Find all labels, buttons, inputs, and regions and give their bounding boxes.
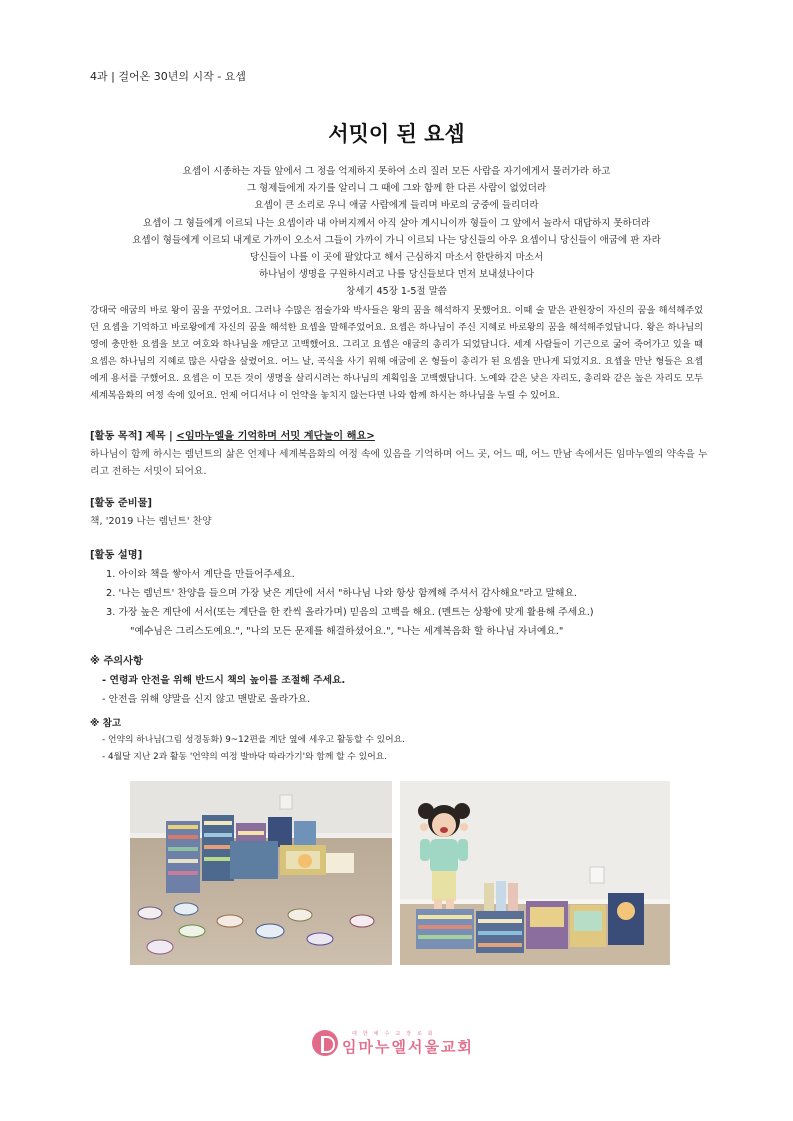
caution-heading: ※ 주의사항	[90, 656, 143, 667]
purpose-label: [활동 목적] 제목 |	[90, 431, 177, 442]
step-item: 1. 아이와 책을 쌓아서 계단을 만들어주세요.	[106, 569, 295, 580]
steps-list	[90, 565, 710, 641]
steps-heading: [활동 설명]	[90, 550, 143, 561]
book-stairs-photo	[130, 781, 392, 965]
scripture-block	[60, 163, 733, 301]
scripture-line: 하나님이 생명을 구원하시려고 나를 당신들보다 먼저 보내셨나이다	[258, 269, 535, 281]
caution-item: - 안전을 위해 양말을 신지 않고 맨발로 올라가요.	[102, 694, 311, 705]
story-paragraph: 강대국 애굽의 바로 왕이 꿈을 꾸었어요. 그러나 수많은 점술가와 박사들은 왕의 꿈을 해석하지 못했어요. 이때 술 맡은 관원장이 자신의 꿈을 해석해주었던 요셉을 기억하고 바로왕에게 자신의 꿈을 해석한 요셉을 말해주었어요. 요셉은 하나님이 주신 지혜로 바로왕의 꿈을 해석해주었답니다. 왕은 하나님의 영에 충만한 요셉을 보고 여호와 하나님을 깨닫고 고백했어요. 그리고 요셉은 애굽의 총리가 되었답니다. 세계 사람들이 기근으로 굶어 죽어가고 있을 때 요셉은 하나님의 지혜로 많은 사람을 살렸어요. 어느 날, 곡식을 사기 위해 애굽에 온 형들이 총리가 된 요셉을 만나게 되었지요. 요셉을 만난 형들은 요셉에게 용서를 구했어요. 요셉은 이 모든 것이 생명을 살리시려는 하나님의 계획임을 고백했답니다. 노예와 같은 낮은 자리도, 총리와 같은 높은 자리도 모두 세계복음화의 여정 속에 있어요. 언제 어디서나 이 언약을 놓치지 않는다면 나와 함께 하시는 하나님을 누릴 수 있어요.	[90, 305, 703, 401]
scripture-line: 요셉이 시종하는 자들 앞에서 그 정을 억제하지 못하여 소리 질러 모든 사람을 자기에게서 물러가라 하고	[182, 166, 611, 177]
logo-text	[342, 1031, 474, 1056]
church-logo	[312, 1030, 474, 1056]
caution-section	[90, 652, 710, 709]
purpose-title: <임마누엘을 기억하며 서밋 계단놀이 해요>	[176, 431, 375, 442]
scripture-line: 당신들이 나를 이 곳에 팔았다고 해서 근심하지 마소서 한탄하지 마소서	[249, 252, 544, 264]
note-section	[90, 715, 710, 766]
prep-heading: [활동 준비물]	[90, 498, 153, 509]
note-heading: ※ 참고	[90, 718, 122, 729]
footer	[0, 1030, 793, 1070]
note-item: - 4월달 지난 2과 활동 '언약의 여정 발바닥 따라가기'와 함께 할 수 있어요.	[102, 752, 387, 762]
scripture-line: 요셉이 그 형들에게 이르되 나는 요셉이라 내 아버지께서 아직 살아 계시니이까 형들이 그 앞에서 놀라서 대답하지 못하더라	[142, 217, 651, 229]
lesson-header: 4과 | 걸어온 30년의 시작 - 요셉	[90, 70, 246, 83]
prep-section	[90, 495, 710, 531]
purpose-text: 하나님이 함께 하시는 렘넌트의 삶은 언제나 세계복음화의 여정 속에 있음을 기억하며 어느 곳, 어느 때, 어느 만남 속에서든 임마누엘의 약속을 누리고 전하는 서밋이 되어요.	[90, 448, 708, 477]
child-on-book-stairs-photo	[400, 781, 670, 965]
step-sub-item: "예수님은 그리스도예요.", "나의 모든 문제를 해결하셨어요.", "나는 세계복음화 할 하나님 자녀예요."	[130, 626, 564, 637]
scripture-reference: 창세기 45장 1-5절 말씀	[346, 286, 447, 298]
logo-mark-icon	[312, 1030, 338, 1056]
logo-church-name: 임마누엘서울교회	[342, 1037, 474, 1056]
scripture-line: 요셉이 큰 소리로 우니 애굽 사람에게 들리며 바로의 궁중에 들리더라	[254, 200, 539, 212]
steps-section	[90, 546, 710, 641]
scripture-line: 요셉이 형들에게 이르되 내게로 가까이 오소서 그들이 가까이 가니 이르되 나는 당신들의 아우 요셉이니 당신들이 애굽에 판 자라	[132, 234, 661, 246]
page-title: 서밋이 된 요셉	[328, 122, 465, 146]
step-item: 3. 가장 높은 계단에 서서(또는 계단을 한 칸씩 올라가며) 믿음의 고백을 해요. (멘트는 상황에 맞게 활용해 주세요.)	[106, 607, 594, 618]
note-item: - 언약의 하나님(그림 성경동화) 9~12편을 계단 옆에 세우고 활동할 수 있어요.	[102, 735, 405, 745]
prep-text: 책, '2019 나는 렘넌트' 찬양	[90, 516, 212, 527]
scripture-line: 그 형제들에게 자기를 알리니 그 때에 그와 함께 한 다른 사람이 없었더라	[246, 183, 547, 195]
logo-denomination: 대한예수교장로회	[352, 1030, 439, 1037]
step-item: 2. '나는 렘넌트' 찬양을 들으며 가장 낮은 계단에 서서 "하나님 나와 항상 함께해 주셔서 감사해요"라고 말해요.	[106, 588, 578, 599]
purpose-section	[90, 428, 710, 481]
caution-item: - 연령과 안전을 위해 반드시 책의 높이를 조절해 주세요.	[102, 675, 346, 686]
purpose-heading	[90, 428, 710, 446]
